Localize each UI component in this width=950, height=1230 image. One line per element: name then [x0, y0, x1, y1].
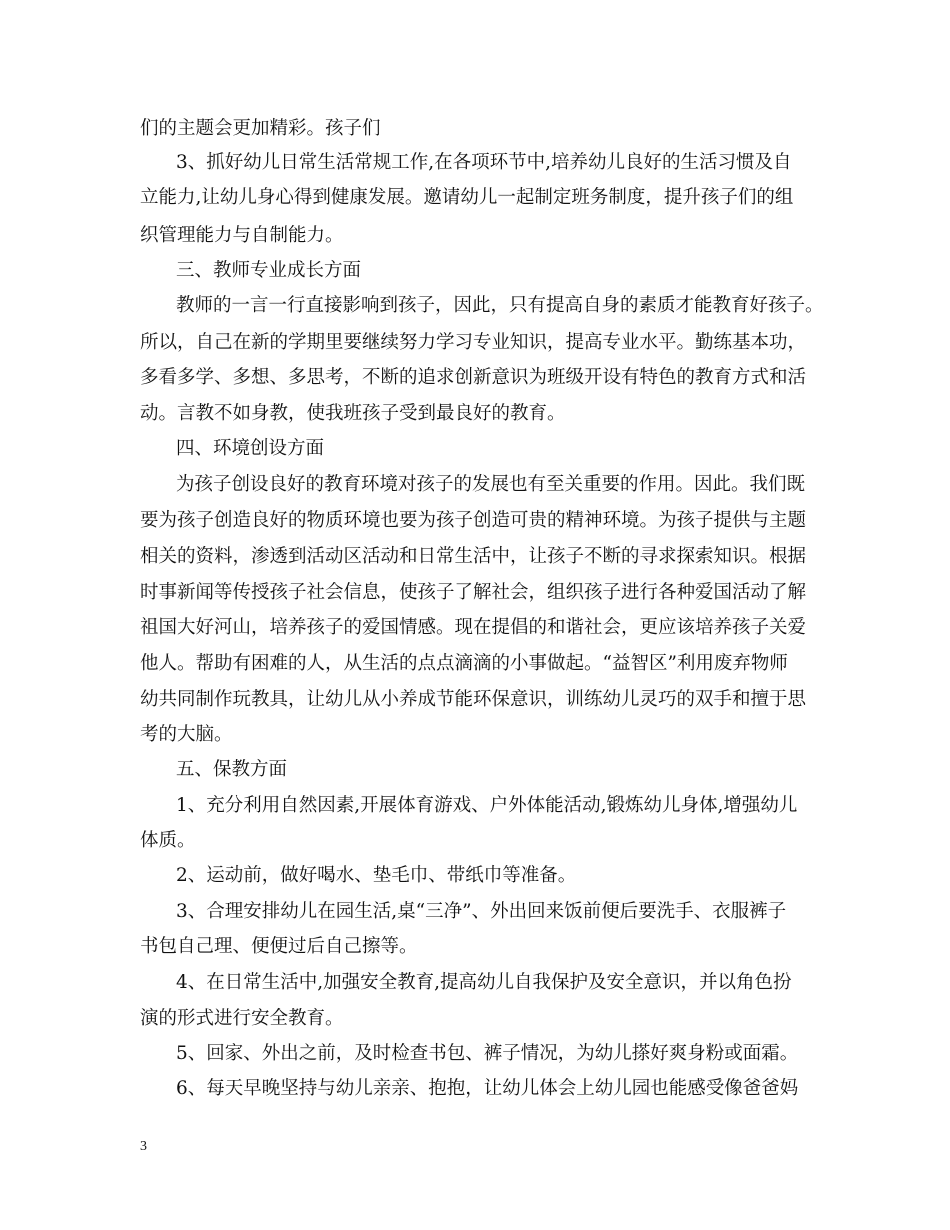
- text-line: 考的大脑。: [140, 724, 233, 745]
- text-line: 2、运动前，做好喝水、垫毛巾、带纸巾等准备。: [176, 865, 577, 886]
- text-line: 们的主题会更加精彩。孩子们: [140, 118, 381, 139]
- text-line: 相关的资料，渗透到活动区活动和日常生活中，让孩子不断的寻求探索知识。根据: [140, 546, 807, 567]
- text-line: 多看多学、多想、多思考，不断的追求创新意识为班级开设有特色的教育方式和活: [140, 367, 807, 388]
- text-line: 祖国大好河山，培养孩子的爱国情感。现在提倡的和谐社会，更应该培养孩子关爱: [140, 617, 807, 638]
- text-line: 为孩子创设良好的教育环境对孩子的发展也有至关重要的作用。因此。我们既: [176, 474, 806, 495]
- section-heading: 四、环境创设方面: [176, 438, 325, 459]
- text-line: 织管理能力与自制能力。: [140, 225, 344, 246]
- text-line: 5、回家、外出之前，及时检查书包、裤子情况，为幼儿搽好爽身粉或面霜。: [176, 1043, 799, 1064]
- text-line: 他人。帮助有困难的人，从生活的点点滴滴的小事做起。“益智区”利用废弃物师: [140, 653, 788, 674]
- text-line: 1、充分利用自然因素,开展体育游戏、户外体能活动,锻炼幼儿身体,增强幼儿: [176, 795, 798, 816]
- text-line: 时事新闻等传授孩子社会信息，使孩子了解社会，组织孩子进行各种爱国活动了解: [140, 582, 807, 603]
- text-line: 4、在日常生活中,加强安全教育,提高幼儿自我保护及安全意识，并以角色扮: [176, 972, 792, 993]
- text-line: 教师的一言一行直接影响到孩子，因此，只有提高自身的素质才能教育好孩子。: [176, 295, 824, 316]
- text-line: 幼共同制作玩教具，让幼儿从小养成节能环保意识，训练幼儿灵巧的双手和擅于思: [140, 689, 807, 710]
- text-line: 3、抓好幼儿日常生活常规工作,在各项环节中,培养幼儿良好的生活习惯及自: [176, 152, 792, 173]
- text-line: 体质。: [140, 830, 196, 851]
- text-line: 所以，自己在新的学期里要继续努力学习专业知识，提高专业水平。勤练基本功，: [140, 332, 807, 353]
- text-line: 演的形式进行安全教育。: [140, 1008, 344, 1029]
- text-line: 立能力,让幼儿身心得到健康发展。邀请幼儿一起制定班务制度，提升孩子们的组: [140, 187, 794, 208]
- text-line: 动。言教不如身教，使我班孩子受到最良好的教育。: [140, 403, 566, 424]
- section-heading: 五、保教方面: [176, 759, 288, 780]
- text-line: 书包自己理、便便过后自己擦等。: [140, 936, 418, 957]
- section-heading: 三、教师专业成长方面: [176, 260, 362, 281]
- text-line: 3、合理安排幼儿在园生活,桌“三净”、外出回来饭前便后要洗手、衣服裤子: [176, 901, 787, 922]
- page-number: 3: [140, 1139, 147, 1154]
- text-line: 6、每天早晚坚持与幼儿亲亲、抱抱，让幼儿体会上幼儿园也能感受像爸爸妈: [176, 1078, 799, 1099]
- text-line: 要为孩子创造良好的物质环境也要为孩子创造可贵的精神环境。为孩子提供与主题: [140, 510, 807, 531]
